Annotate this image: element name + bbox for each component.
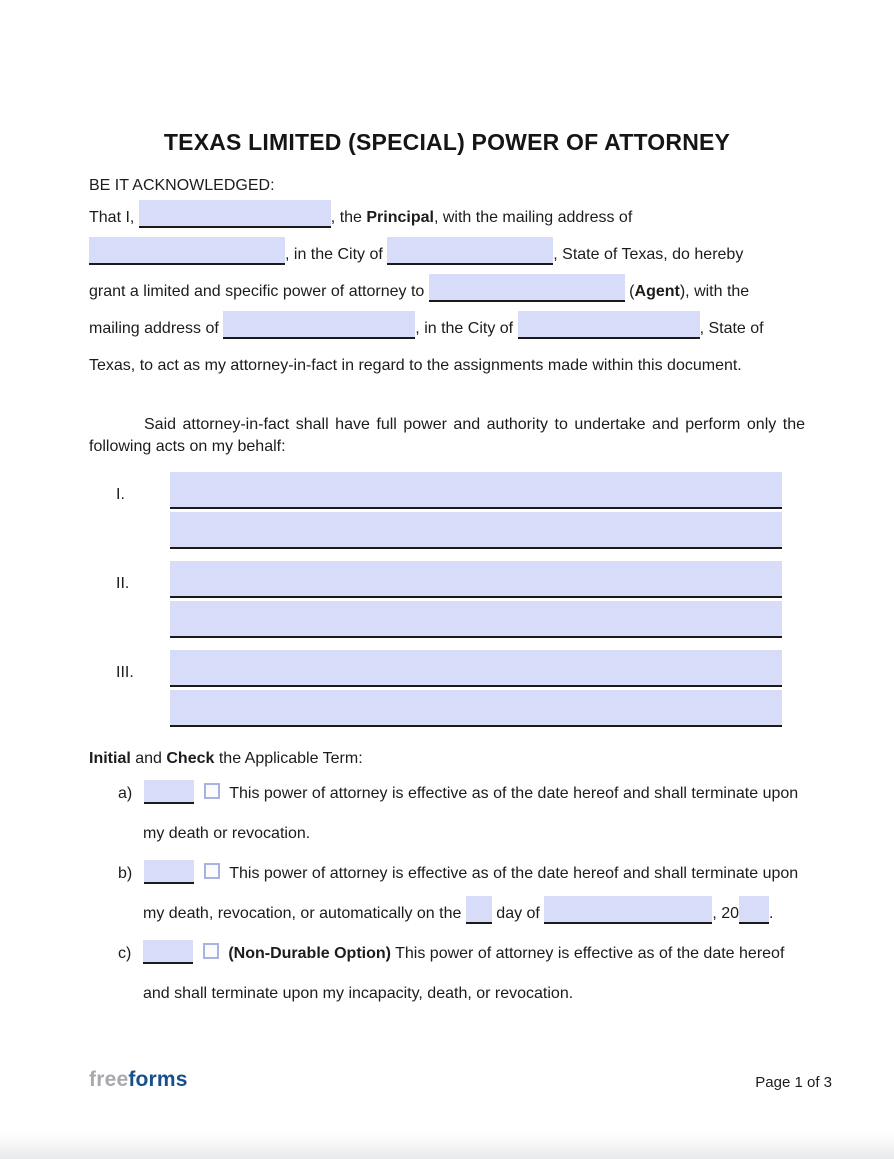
intro-text: grant a limited and specific power of attorney to [89, 283, 429, 300]
option-text: This power of attorney is effective as of the date hereof and shall terminate upon [229, 865, 799, 882]
page-footer [89, 1068, 832, 1092]
term-option-a [89, 774, 805, 814]
text-line [89, 310, 805, 347]
option-letter: c) [118, 945, 132, 962]
initial-field-c[interactable] [143, 940, 193, 964]
term-option-b [89, 854, 805, 894]
option-text: day of [491, 905, 545, 922]
agent-name-field[interactable] [429, 274, 625, 302]
principal-city-field[interactable] [387, 237, 553, 265]
option-text: and shall terminate upon my incapacity, death, or revocation. [143, 985, 574, 1002]
intro-paragraph [89, 199, 805, 384]
act-item [89, 561, 805, 638]
option-text: my death, revocation, or automatically on the [143, 905, 466, 922]
page-edge-shadow [0, 1133, 894, 1159]
term-option-c [89, 934, 805, 974]
logo-forms-text: forms [128, 1068, 188, 1091]
option-text: This power of attorney is effective as of the date hereof [390, 945, 785, 962]
authority-paragraph [89, 414, 805, 458]
intro-text: , with the mailing address of [433, 209, 633, 226]
option-text: This power of attorney is effective as of the date hereof and shall terminate upon [229, 785, 799, 802]
principal-name-field[interactable] [139, 200, 331, 228]
term-option-c-cont [89, 974, 805, 1014]
document-title: TEXAS LIMITED (SPECIAL) POWER OF ATTORNEY [163, 129, 731, 155]
principal-label: Principal [366, 209, 434, 226]
text-line [89, 236, 805, 273]
option-text: . [769, 905, 774, 922]
day-field[interactable] [466, 896, 492, 924]
act-number: III. [116, 664, 134, 681]
term-heading [89, 749, 805, 768]
year-field[interactable] [739, 896, 769, 924]
act-item [89, 650, 805, 727]
checkbox-c[interactable] [203, 943, 219, 959]
act-line-field[interactable] [170, 690, 782, 727]
term-heading-text: the Applicable Term: [214, 750, 363, 767]
intro-text: mailing address of [89, 320, 224, 337]
agent-label: Agent [634, 283, 680, 300]
checkbox-b[interactable] [204, 863, 220, 879]
non-durable-label: (Non-Durable Option) [228, 945, 391, 962]
intro-text: , in the City of [415, 320, 518, 337]
acts-section [89, 472, 805, 727]
logo-free-text: free [89, 1068, 129, 1091]
intro-text: , State of [699, 320, 764, 337]
act-line-field[interactable] [170, 561, 782, 598]
page-indicator: Page 1 of 3 [755, 1074, 832, 1091]
intro-text: ( [624, 283, 635, 300]
intro-text: That I, [89, 209, 139, 226]
act-line-group [170, 472, 782, 549]
intro-text: , State of Texas, do hereby [553, 246, 744, 263]
act-line-group [170, 650, 782, 727]
term-heading-text: and [130, 750, 167, 767]
intro-text: , the [330, 209, 367, 226]
act-number: II. [116, 575, 130, 592]
term-heading-bold: Check [166, 750, 215, 767]
month-field[interactable] [544, 896, 712, 924]
term-heading-bold: Initial [89, 750, 131, 767]
acknowledged-heading: BE IT ACKNOWLEDGED: [89, 177, 275, 194]
text-line [89, 273, 805, 310]
agent-address-field[interactable] [223, 311, 415, 339]
act-item [89, 472, 805, 549]
act-line-field[interactable] [170, 512, 782, 549]
term-option-a-cont [89, 814, 805, 854]
act-number: I. [116, 486, 125, 503]
text-line [89, 347, 805, 384]
option-text: , 20 [712, 905, 740, 922]
option-text: my death or revocation. [143, 825, 311, 842]
freeforms-logo [89, 1068, 188, 1092]
text-line [89, 199, 805, 236]
act-line-field[interactable] [170, 601, 782, 638]
authority-line: Said attorney-in-fact shall have full power and authority to undertake and perform only the [144, 416, 805, 433]
initial-field-a[interactable] [144, 780, 194, 804]
intro-text: Texas, to act as my attorney-in-fact in regard to the assignments made within this document. [89, 357, 742, 374]
agent-city-field[interactable] [518, 311, 700, 339]
option-letter: a) [118, 785, 133, 802]
checkbox-a[interactable] [204, 783, 220, 799]
initial-field-b[interactable] [144, 860, 194, 884]
option-letter: b) [118, 865, 133, 882]
intro-text: ), with the [679, 283, 750, 300]
intro-text: , in the City of [285, 246, 388, 263]
term-options [89, 774, 805, 1014]
term-option-b-cont [89, 894, 805, 934]
act-line-field[interactable] [170, 650, 782, 687]
act-line-group [170, 561, 782, 638]
principal-address-field[interactable] [89, 237, 285, 265]
authority-line: following acts on my behalf: [89, 438, 286, 455]
act-line-field[interactable] [170, 472, 782, 509]
